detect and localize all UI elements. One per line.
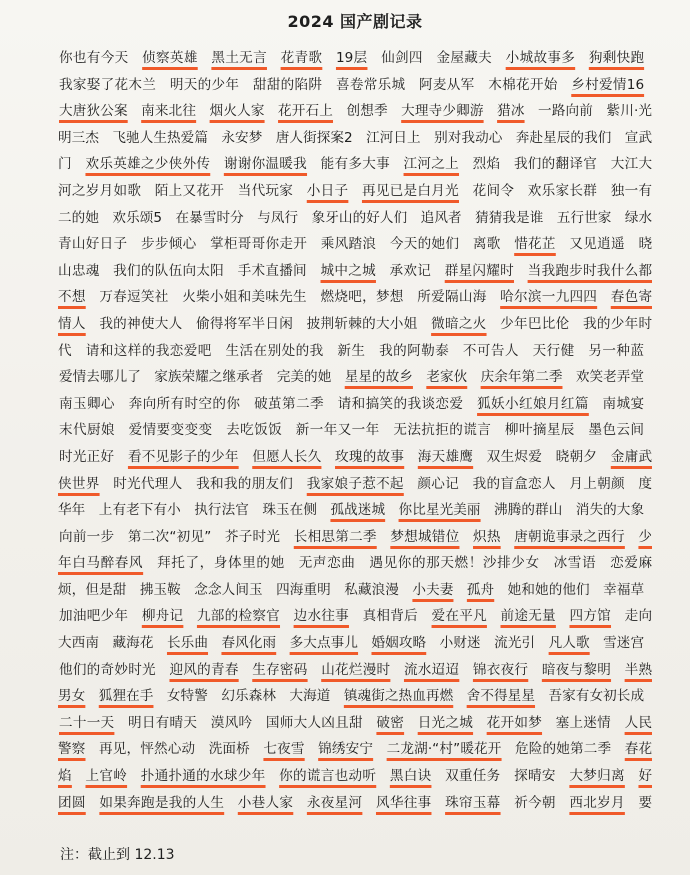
- drama-title-marked: 舍不得星星: [466, 688, 536, 705]
- drama-title: 念念人间玉: [194, 581, 263, 598]
- drama-title-marked: 山花烂漫时: [321, 661, 391, 678]
- drama-title-marked: 生存密码: [252, 661, 308, 678]
- drama-title-marked: 流水迢迢: [403, 661, 460, 678]
- drama-title: 她和她的他们: [507, 581, 590, 598]
- drama-title: 晓朝夕: [555, 448, 598, 465]
- drama-title: 步步倾心: [140, 236, 197, 253]
- drama-title-marked: 狗剩快跑: [588, 50, 645, 66]
- drama-title: 永安梦: [221, 129, 263, 146]
- drama-title: 掌柜哥哥你走开: [210, 236, 308, 253]
- drama-title: 生活在别处的我: [225, 342, 324, 359]
- drama-title-marked: 二十一天: [59, 714, 115, 731]
- drama-title: 祈今朝: [514, 794, 556, 811]
- drama-title: 柳叶摘星辰: [504, 422, 575, 439]
- drama-title: 燃烧吧，梦想: [320, 289, 404, 306]
- drama-title-marked: 老家伙: [426, 369, 468, 386]
- drama-title-marked: 乡村爱情16: [571, 76, 645, 93]
- drama-title: 冰雪语: [553, 555, 597, 572]
- drama-title: 幸福草: [603, 581, 645, 598]
- drama-title-marked: 当我跑步时我什么都不想: [58, 262, 652, 306]
- drama-title: 创想季: [346, 103, 388, 120]
- drama-title-marked: 欢乐英雄之少侠外传: [85, 156, 211, 173]
- drama-title-marked: 侦察英雄: [142, 50, 198, 66]
- drama-title: 危险的她第二季: [515, 741, 612, 758]
- drama-title: 阿麦从军: [419, 76, 475, 93]
- drama-title: 一路向前: [538, 103, 593, 120]
- drama-title: 当代玩家: [237, 182, 294, 199]
- drama-title: 陌上又花开: [154, 182, 225, 199]
- drama-title: 甜甜的陷阱: [252, 76, 323, 93]
- drama-title: 恋爱麻烦，但是甜: [58, 555, 652, 598]
- drama-title-marked: 唐朝诡事录之西行: [514, 528, 625, 545]
- drama-title: 乘风踏浪: [320, 236, 377, 253]
- drama-title-marked: 星星的故乡: [344, 369, 413, 386]
- drama-title: 真相背后: [362, 608, 418, 625]
- drama-title-marked: 群星闪耀时: [444, 262, 515, 279]
- drama-title: 双重任务: [445, 768, 501, 785]
- drama-title-marked: 你比星光美丽: [398, 502, 481, 519]
- drama-title-marked: 孤舟: [466, 581, 495, 598]
- drama-title: 象牙山的好人们: [311, 209, 408, 226]
- drama-title: 大江大河之岁月如歌: [58, 156, 652, 199]
- drama-title-marked: 哈尔滨一九四四: [500, 289, 598, 306]
- drama-title-marked: 花开石上: [278, 103, 334, 120]
- drama-title-marked: 大理寺少卿游: [401, 103, 484, 120]
- drama-title: 又见逍遥: [569, 236, 625, 253]
- drama-title: 私藏浪漫: [344, 581, 399, 598]
- drama-title: 欢乐家长群: [527, 182, 598, 199]
- drama-title: 唐人街探案2: [275, 129, 353, 146]
- drama-title-marked: 微暗之火: [431, 315, 487, 332]
- drama-title-marked: 金庸武侠世界: [58, 448, 652, 492]
- drama-title-marked: 花青歌: [280, 50, 323, 66]
- drama-title-marked: 19层: [335, 50, 368, 66]
- drama-title: 飞驰人生热爱篇: [112, 129, 208, 146]
- drama-title: 欢笑老弄堂: [575, 369, 645, 386]
- drama-title-marked: 婚姻攻略: [371, 635, 427, 652]
- drama-title-marked: 凡人歌: [548, 635, 590, 652]
- drama-title: 另一种蓝: [588, 342, 645, 359]
- drama-title: 我们的翻译官: [513, 156, 598, 173]
- drama-title: 吾家有女初长成: [548, 688, 645, 705]
- drama-title: 承欢记: [389, 262, 432, 279]
- drama-title: 幻乐森林: [221, 688, 277, 705]
- drama-title-marked: 花开如梦: [486, 714, 543, 731]
- drama-title-marked: 柳舟记: [141, 608, 184, 625]
- drama-title: 无声恋曲: [298, 555, 356, 572]
- drama-title: 偷得将军半日闲: [196, 315, 294, 332]
- drama-title-marked: 如果奔跑是我的人生: [99, 794, 225, 811]
- drama-title-marked: 小夫妻: [412, 581, 454, 598]
- drama-title: 金屋藏夫: [436, 50, 493, 66]
- drama-title-marked: 城中之城: [320, 262, 376, 279]
- drama-title: 爱情要变变变: [128, 422, 213, 439]
- drama-title-marked: 看不见影子的少年: [127, 448, 239, 465]
- drama-title: 与凤行: [257, 209, 299, 226]
- drama-title: 离歌: [472, 236, 501, 253]
- drama-title: 双生烬爱: [486, 448, 543, 465]
- drama-title: 小财迷: [439, 635, 481, 652]
- drama-title: 破茧第二季: [254, 395, 324, 412]
- drama-title: 火柴小姐和美味先生: [182, 289, 307, 306]
- drama-title-marked: 梦想城错位: [390, 528, 460, 545]
- drama-title: 时光代理人: [113, 475, 183, 492]
- drama-title: 所爱隔山海: [417, 289, 487, 306]
- drama-title: 今天的她们: [389, 236, 460, 253]
- drama-title: 我家娶了花木兰: [59, 76, 157, 93]
- drama-title-marked: 九部的检察官: [196, 608, 281, 625]
- drama-title: 能有多大事: [320, 156, 390, 173]
- drama-title: 爱情去哪儿了: [59, 369, 141, 386]
- drama-title-marked: 二龙湖·“村”暖花开: [386, 741, 502, 758]
- drama-title: 墨色云间: [588, 422, 645, 439]
- drama-title: 消失的大象: [575, 502, 645, 519]
- drama-title-marked: 小城故事多: [505, 50, 576, 66]
- drama-title: 大海道: [289, 688, 331, 705]
- drama-title: 家族荣耀之继承者: [154, 369, 264, 386]
- drama-title-marked: 南来北往: [141, 103, 197, 120]
- drama-title: 芥子时光: [224, 528, 281, 545]
- drama-title-marked: 镇魂街之热血再燃: [343, 688, 454, 705]
- drama-title: 拜托了，身体里的她: [157, 555, 285, 572]
- drama-title-marked: 锦衣夜行: [472, 661, 529, 678]
- drama-title: 绿水青山好日子: [58, 209, 652, 253]
- drama-title: 加油吧少年: [59, 608, 129, 625]
- drama-title: 他们的奇妙时光: [59, 661, 156, 678]
- drama-title-marked: 前途无量: [500, 608, 556, 625]
- drama-title: 明日有晴天: [127, 714, 198, 731]
- drama-title: 去吃饭饭: [226, 422, 283, 439]
- drama-title: 珠玉在侧: [262, 502, 318, 519]
- drama-title: 新一年又一年: [295, 422, 380, 439]
- drama-title-marked: 永夜星河: [306, 794, 363, 811]
- drama-title-marked: 人民警察: [58, 714, 652, 758]
- drama-title: 藏海花: [112, 635, 154, 652]
- drama-title: 塞上迷情: [555, 714, 612, 731]
- drama-title: 颜心记: [417, 475, 459, 492]
- drama-title-marked: 扑通扑通的水球少年: [140, 768, 266, 785]
- drama-title-marked: 边水往事: [293, 608, 349, 625]
- drama-title: 请和搞笑的我谈恋爱: [337, 395, 464, 412]
- drama-title-marked: 庆余年第二季: [480, 369, 563, 386]
- drama-title-marked: 谢谢你温暖我: [223, 156, 308, 173]
- drama-list: [58, 45, 652, 815]
- drama-title: 猜猜我是谁: [475, 209, 544, 226]
- drama-title: 上有老下有小: [98, 502, 181, 519]
- drama-title: 女特警: [166, 688, 208, 705]
- drama-title-marked: 少年白马醉春风: [58, 528, 652, 572]
- drama-title: 紫川·光明三杰: [58, 103, 652, 146]
- drama-title: 万春逗笑社: [99, 289, 169, 306]
- drama-title-marked: 破密: [376, 714, 405, 731]
- drama-title: 烈焰: [472, 156, 501, 173]
- drama-title: 奔赴星辰的我们: [515, 129, 612, 146]
- drama-title: 明天的少年: [169, 76, 240, 93]
- drama-title-marked: 日光之城: [417, 714, 474, 731]
- drama-title-marked: 黑白诀: [389, 768, 432, 785]
- drama-title-marked: 长乐曲: [166, 635, 209, 652]
- page-title: 2024 国产剧记录: [287, 12, 423, 31]
- drama-title-marked: 小日子: [306, 182, 349, 199]
- drama-title: 少年巴比伦: [500, 315, 570, 332]
- drama-title-marked: 狐妖小红娘月红篇: [477, 395, 589, 412]
- drama-title: 新生: [337, 342, 366, 359]
- drama-title: 南城宴: [602, 395, 645, 412]
- drama-title-marked: 惜花芷: [514, 236, 556, 253]
- drama-title: 流光引: [494, 635, 536, 652]
- drama-title-marked: 大梦归离: [569, 768, 625, 785]
- drama-title: 第二次“初见”: [127, 528, 212, 545]
- drama-title: 别对我动心: [434, 129, 503, 146]
- drama-title-marked: 长相思第二季: [293, 528, 377, 545]
- drama-title: 手术直播间: [237, 262, 307, 279]
- drama-title: 花间令: [472, 182, 515, 199]
- drama-title: 四海重明: [276, 581, 331, 598]
- drama-title-marked: 狐狸在手: [98, 688, 154, 705]
- drama-title: 国师大人凶且甜: [265, 714, 363, 731]
- drama-title-marked: 但愿人长久: [252, 448, 322, 465]
- drama-title: 我的神使大人: [99, 315, 183, 332]
- drama-title: 不可告人: [462, 342, 519, 359]
- drama-title: 在暴雪时分: [175, 209, 244, 226]
- drama-title-marked: 春风化雨: [221, 635, 277, 652]
- drama-title-marked: 好团圆: [58, 768, 652, 811]
- drama-title-marked: 小巷人家: [237, 794, 294, 811]
- drama-title: 江河日上: [366, 129, 421, 146]
- drama-title: 月上朝颜: [569, 475, 625, 492]
- drama-title-marked: 七夜雪: [263, 741, 305, 758]
- drama-title: 仙剑四: [381, 50, 423, 66]
- drama-title: 度华年: [58, 475, 652, 519]
- drama-title: 拂玉鞍: [139, 581, 181, 598]
- drama-title: 五行世家: [556, 209, 612, 226]
- drama-title-marked: 你的谎言也动听: [279, 768, 377, 785]
- drama-title: 完美的她: [276, 369, 332, 386]
- drama-title: 宣武门: [58, 129, 652, 173]
- drama-title: 晓山忠魂: [58, 236, 652, 279]
- drama-title: 我的盲盒恋人: [472, 475, 556, 492]
- drama-title-marked: 爱在平凡: [431, 608, 487, 625]
- footnote: 注：截止到 12.13: [60, 847, 175, 863]
- drama-title-marked: 上官岭: [85, 768, 128, 785]
- drama-title-marked: 珠帘玉幕: [445, 794, 501, 811]
- drama-title-marked: 烟火人家: [209, 103, 265, 120]
- drama-title: 雪迷宫: [603, 635, 645, 652]
- drama-title-marked: 玫瑰的故事: [335, 448, 405, 465]
- drama-title-marked: 猎冰: [497, 103, 525, 120]
- drama-title: 我和我的朋友们: [196, 475, 294, 492]
- drama-title-marked: 黑土无言: [211, 50, 267, 66]
- drama-title: 我们的队伍向太阳: [113, 262, 225, 279]
- drama-title: 你也有今天: [59, 50, 129, 66]
- drama-title-marked: 炽热: [473, 528, 501, 545]
- drama-title: 请和这样的我恋爱吧: [85, 342, 212, 359]
- drama-title: 遇见你的那天燃！沙排少女: [369, 555, 540, 572]
- drama-title: 探晴安: [514, 768, 556, 785]
- drama-title: 喜卷常乐城: [335, 76, 406, 93]
- drama-title: 我的少年时代: [58, 315, 652, 359]
- drama-title: 欢乐颂5: [112, 209, 163, 226]
- drama-title: 再见，怦然心动: [98, 741, 196, 758]
- drama-title-marked: 锦绣安宁: [318, 741, 374, 758]
- drama-title-marked: 风华往事: [375, 794, 432, 811]
- drama-title-marked: 我家娘子惹不起: [306, 475, 404, 492]
- drama-title-marked: 春色寄情人: [58, 289, 652, 332]
- drama-title: 我的阿勒泰: [379, 342, 450, 359]
- drama-title-marked: 多大点事儿: [289, 635, 359, 652]
- drama-title-marked: 孤战迷城: [330, 502, 386, 519]
- drama-title: 沸腾的群山: [494, 502, 563, 519]
- drama-title: 走向大西南: [58, 608, 652, 652]
- drama-title: 无法抗拒的谎言: [393, 422, 492, 439]
- drama-title: 南玉卿心: [59, 395, 115, 412]
- drama-title: 披荆斩棘的大小姐: [306, 315, 418, 332]
- drama-title: 末代厨娘: [59, 422, 115, 439]
- drama-title-marked: 半熟男女: [58, 661, 652, 705]
- drama-title: 奔向所有时空的你: [128, 395, 241, 412]
- drama-title-marked: 江河之上: [403, 156, 460, 173]
- drama-title-marked: 暗夜与黎明: [541, 661, 612, 678]
- drama-title-marked: 再见已是白月光: [361, 182, 459, 199]
- drama-title: 木棉花开始: [488, 76, 558, 93]
- drama-title-marked: 海天雄鹰: [417, 448, 474, 465]
- drama-title: 向前一步: [59, 528, 115, 545]
- drama-title-marked: 大唐狄公案: [59, 103, 128, 120]
- drama-title-marked: 西北岁月: [569, 794, 625, 811]
- drama-title-marked: 迎风的青春: [169, 661, 239, 678]
- drama-title: 追风者: [420, 209, 462, 226]
- drama-title-marked: 四方馆: [569, 608, 612, 625]
- drama-title: 洗面桥: [208, 741, 250, 758]
- drama-title: 天行健: [532, 342, 575, 359]
- drama-title: 漠风吟: [210, 714, 253, 731]
- drama-title: 执行法官: [194, 502, 249, 519]
- drama-title-marked: 春花焰: [58, 741, 652, 785]
- drama-title: 独一有二的她: [58, 182, 652, 226]
- drama-title: 要: [638, 794, 652, 811]
- drama-title: 时光正好: [59, 448, 115, 465]
